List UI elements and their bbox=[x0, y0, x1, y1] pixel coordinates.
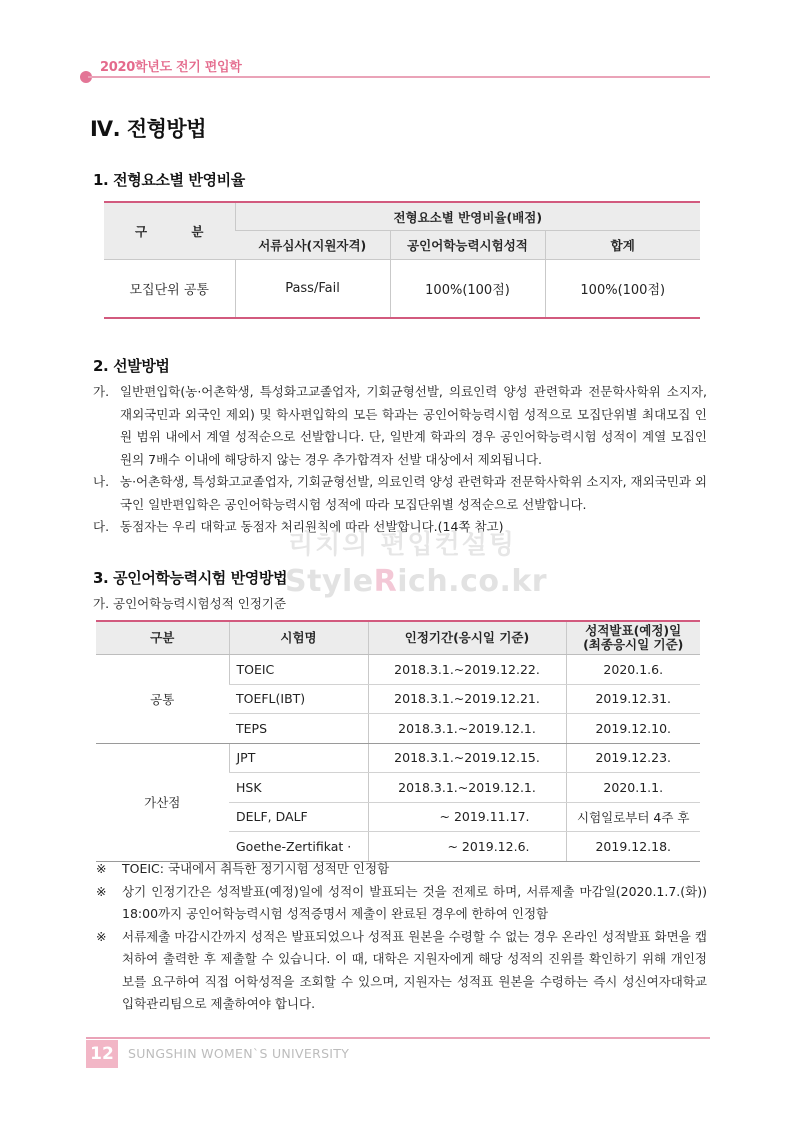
notes-list bbox=[96, 858, 707, 1016]
group-common: 공통 bbox=[96, 655, 229, 744]
exam-result-date: 시험일로부터 4주 후 bbox=[566, 802, 700, 832]
exam-result-date: 2019.12.18. bbox=[566, 832, 700, 862]
exam-result-date: 2020.1.6. bbox=[566, 655, 700, 685]
selection-ratio-table bbox=[104, 201, 700, 319]
section3-title: 3. 공인어학능력시험 반영방법 bbox=[93, 569, 288, 587]
total-header: 합계 bbox=[545, 231, 700, 260]
category-header: 구 분 bbox=[104, 202, 235, 260]
running-header-title: 2020학년도 전기 편입학 bbox=[100, 60, 242, 75]
language-score-header: 공인어학능력시험성적 bbox=[390, 231, 545, 260]
note-item bbox=[96, 858, 707, 881]
list-marker: 다. bbox=[93, 519, 110, 534]
exam-header: 시험명 bbox=[229, 621, 368, 655]
document-review-header: 서류심사(지원자격) bbox=[235, 231, 390, 260]
list-marker: 가. bbox=[93, 384, 110, 399]
watermark-url: StyleRich.co.kr bbox=[285, 564, 548, 599]
ratio-group-header: 전형요소별 반영비율(배점) bbox=[235, 202, 700, 231]
exam-name: DELF, DALF bbox=[229, 802, 368, 832]
section3-subtitle: 가. 공인어학능력시험성적 인정기준 bbox=[93, 596, 287, 611]
exam-result-date: 2019.12.10. bbox=[566, 714, 700, 744]
note-item bbox=[96, 926, 707, 1016]
row-label: 모집단위 공통 bbox=[104, 260, 235, 319]
note-marker: ※ bbox=[96, 928, 107, 944]
note-text: TOEIC: 국내에서 취득한 정기시험 성적만 인정함 bbox=[122, 861, 390, 876]
exam-period: 2018.3.1.~2019.12.21. bbox=[368, 684, 566, 714]
section1-title: 1. 전형요소별 반영비율 bbox=[93, 171, 245, 189]
note-marker: ※ bbox=[96, 861, 107, 876]
list-text: 동점자는 우리 대학교 동점자 처리원칙에 따라 선발합니다.(14쪽 참고) bbox=[120, 519, 504, 534]
footer-university: SUNGSHIN WOMEN`S UNIVERSITY bbox=[128, 1046, 350, 1061]
exam-period: 2018.3.1.~2019.12.22. bbox=[368, 655, 566, 685]
document-review-value: Pass/Fail bbox=[235, 260, 390, 319]
list-text: 농·어촌학생, 특성화고교졸업자, 기회균형선발, 의료인력 양성 관련학과 전문학사학위 소지자, 재외국민과 외국인 일반편입학은 공인어학능력시험 성적에 따라 모집단위별 성적순으로 선발합니다. bbox=[120, 474, 707, 512]
page-number: 12 bbox=[86, 1040, 118, 1068]
exam-result-date: 2019.12.31. bbox=[566, 684, 700, 714]
list-text: 일반편입학(농·어촌학생, 특성화고교졸업자, 기회균형선발, 의료인력 양성 관련학과 전문학사학위 소지자, 재외국민과 외국인 제외) 및 학사편입학의 모든 학과는 공인어학능력시험 성적으로 모집단위별 최대모집 인원 범위 내에서 계열 성적순으로 선발합니다. 단, 일반계 학과의 경우 공인어학능력시험 성적이 계열 모집인원의 7배수 이내에 해당하지 않는 경우 추가합격자 선발 대상에서 제외됩니다. bbox=[120, 384, 707, 467]
group-header: 구분 bbox=[96, 621, 229, 655]
exam-period: ~ 2019.11.17. bbox=[368, 802, 566, 832]
list-item bbox=[93, 381, 707, 471]
total-value: 100%(100점) bbox=[545, 260, 700, 319]
result-date-header: 성적발표(예정)일 (최종응시일 기준) bbox=[566, 621, 700, 655]
watermark-korean: 리치의 편입컨설팅 bbox=[288, 530, 516, 560]
note-marker: ※ bbox=[96, 883, 107, 899]
header-rule bbox=[88, 76, 710, 78]
exam-name: JPT bbox=[229, 743, 368, 773]
exam-name: HSK bbox=[229, 773, 368, 803]
list-marker: 나. bbox=[93, 474, 110, 489]
language-score-value: 100%(100점) bbox=[390, 260, 545, 319]
exam-name: Goethe-Zertifikat · bbox=[229, 832, 368, 862]
exam-result-date: 2019.12.23. bbox=[566, 743, 700, 773]
selection-method-list bbox=[93, 381, 707, 539]
note-text: 서류제출 마감시간까지 성적은 발표되었으나 성적표 원본을 수령할 수 없는 경우 온라인 성적발표 화면을 캡처하여 출력한 후 제출할 수 있습니다. 이 때, 대학은 지원자에게 해당 성적의 진위를 확인하기 위해 개인정보를 요구하여 직접 어학성적을 조회할 수 있으며, 지원자는 성적표 원본을 수령하는 즉시 성신여자대학교 입학관리팀으로 제출하여야 합니다. bbox=[122, 928, 707, 1011]
exam-period: 2018.3.1.~2019.12.1. bbox=[368, 714, 566, 744]
note-item bbox=[96, 881, 707, 926]
exam-name: TEPS bbox=[229, 714, 368, 744]
period-header: 인정기간(응시일 기준) bbox=[368, 621, 566, 655]
footer-rule bbox=[86, 1037, 710, 1039]
exam-period: ~ 2019.12.6. bbox=[368, 832, 566, 862]
language-test-table bbox=[96, 620, 700, 862]
exam-period: 2018.3.1.~2019.12.1. bbox=[368, 773, 566, 803]
exam-result-date: 2020.1.1. bbox=[566, 773, 700, 803]
group-bonus: 가산점 bbox=[96, 743, 229, 861]
exam-name: TOEFL(IBT) bbox=[229, 684, 368, 714]
exam-period: 2018.3.1.~2019.12.15. bbox=[368, 743, 566, 773]
section2-title: 2. 선발방법 bbox=[93, 357, 170, 375]
chapter-title: Ⅳ. 전형방법 bbox=[90, 117, 207, 141]
exam-name: TOEIC bbox=[229, 655, 368, 685]
list-item bbox=[93, 471, 707, 516]
note-text: 상기 인정기간은 성적발표(예정)일에 성적이 발표되는 것을 전제로 하며, 서류제출 마감일(2020.1.7.(화)) 18:00까지 공인어학능력시험 성적증명서 제출이 완료된 경우에 한하여 인정함 bbox=[122, 883, 707, 921]
